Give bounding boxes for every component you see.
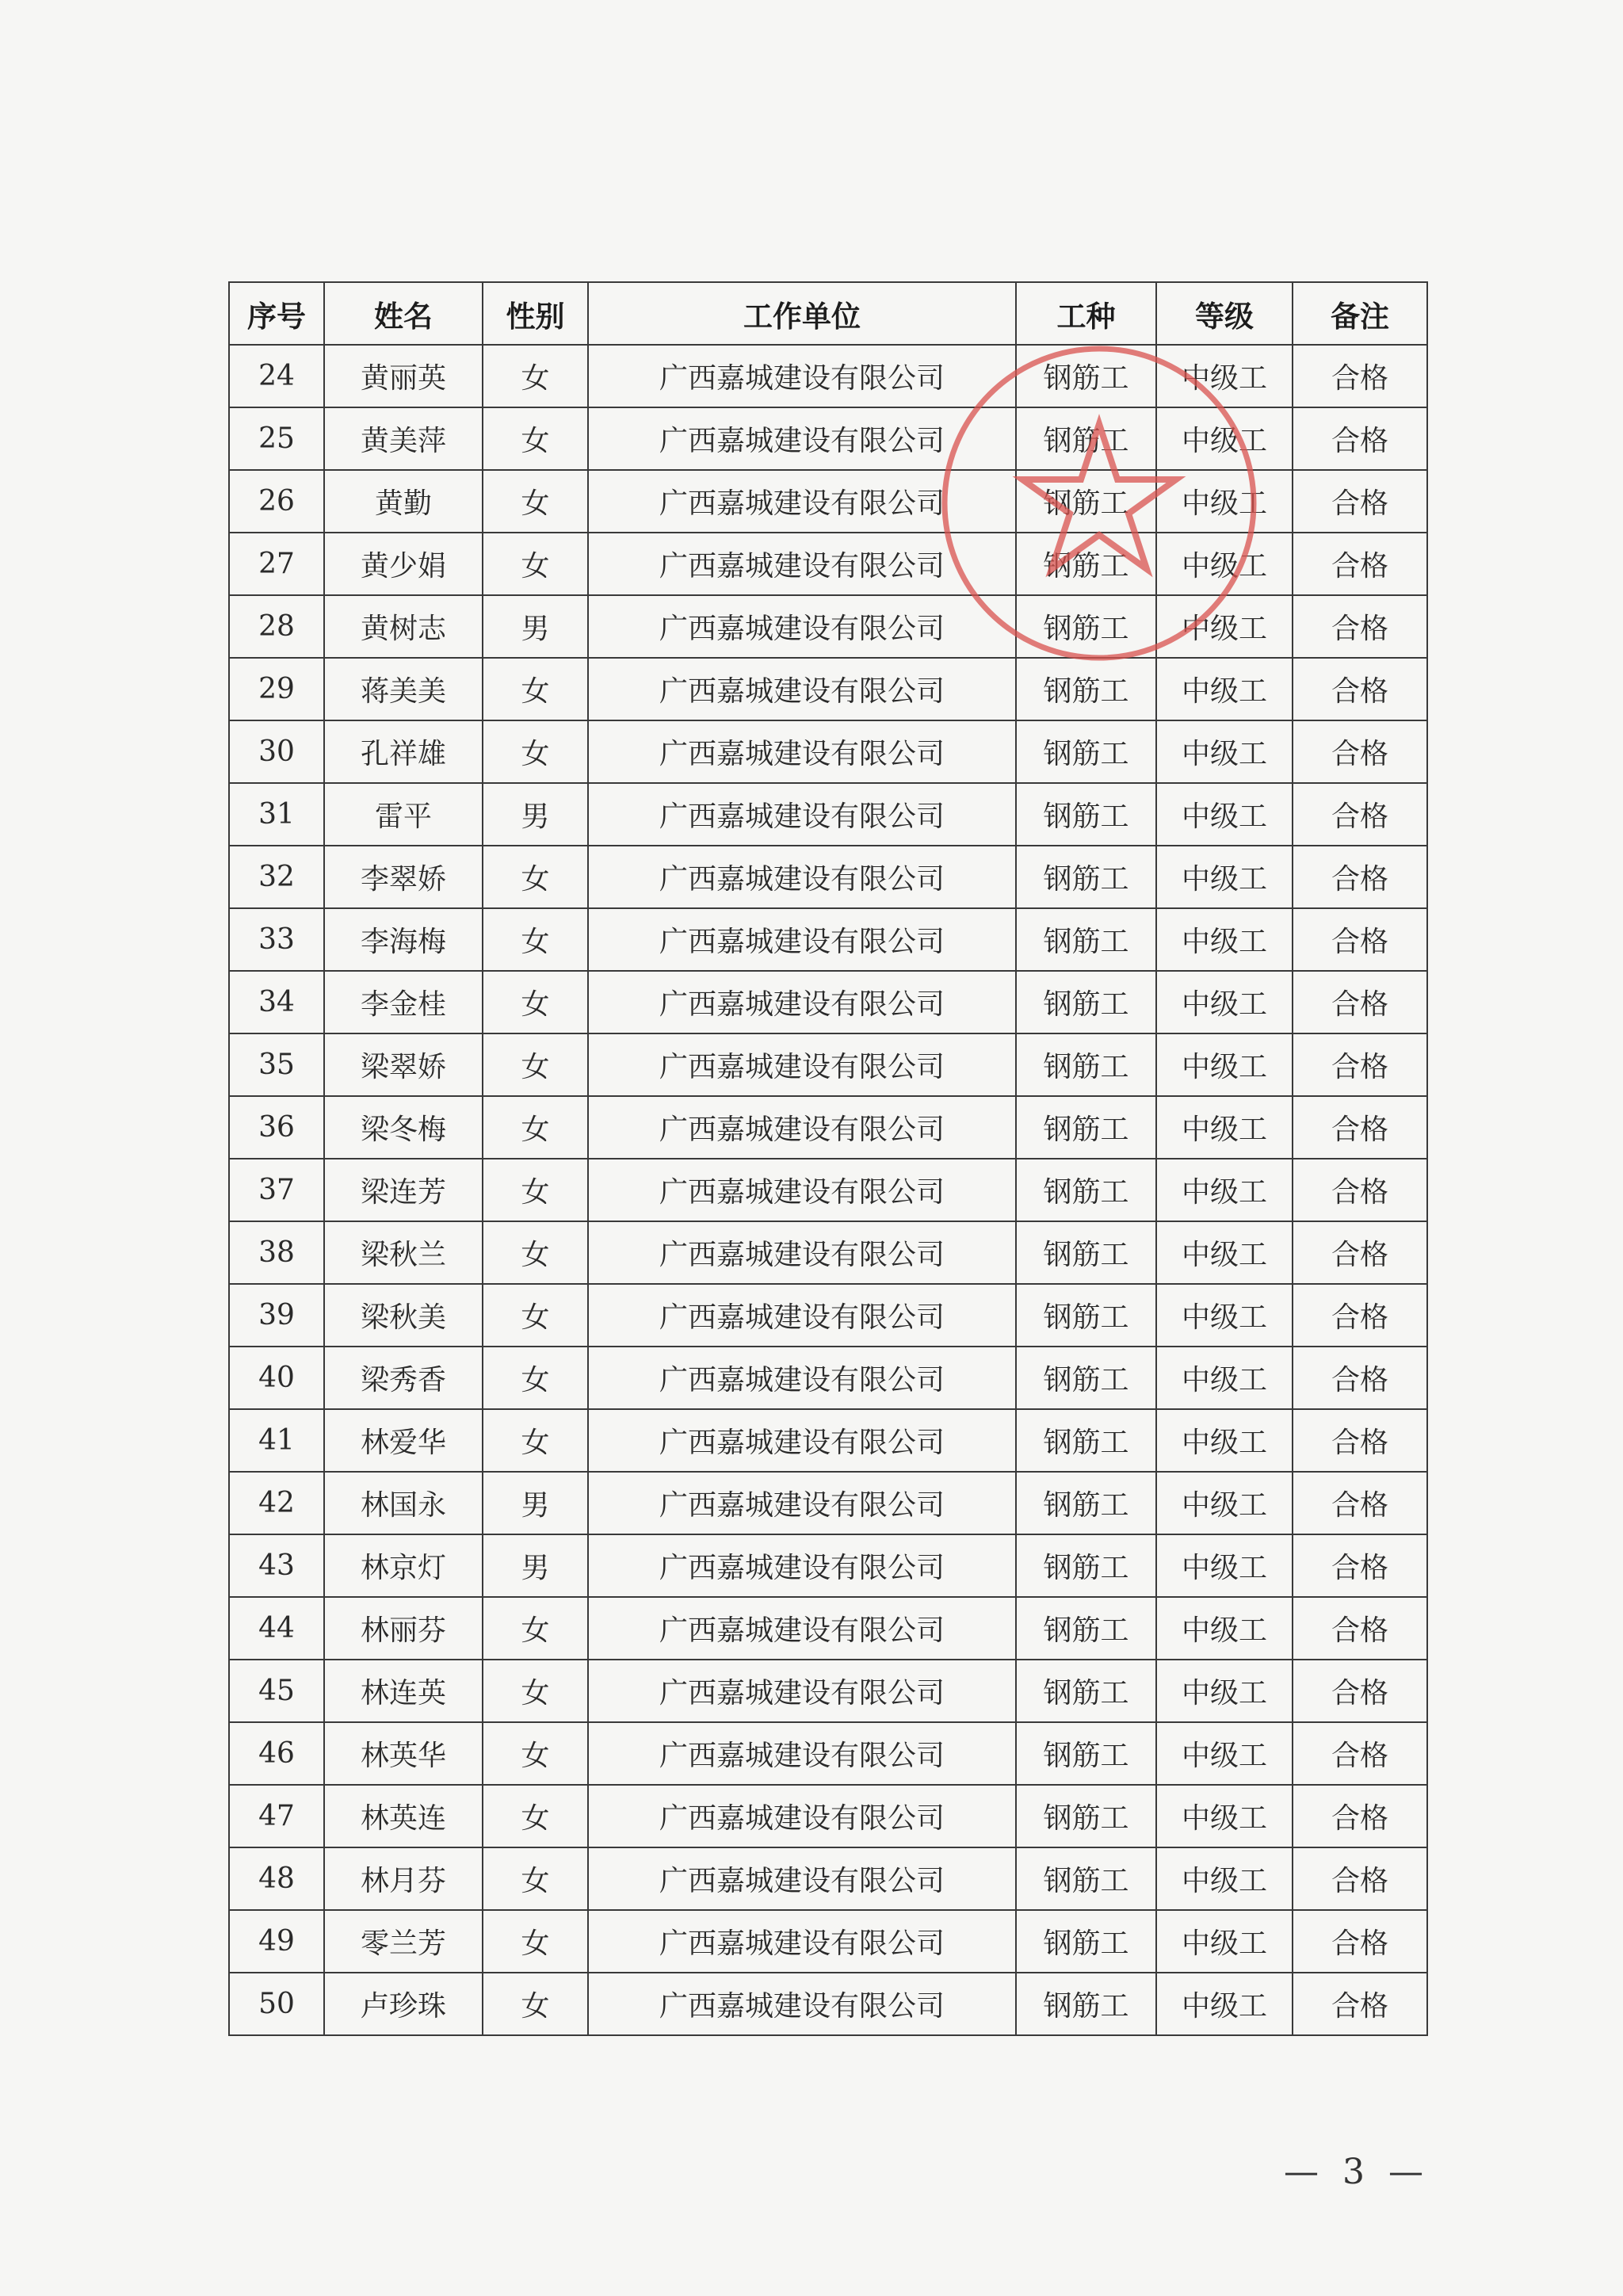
grade-cell: 中级工	[1156, 1284, 1293, 1347]
gender-cell: 女	[483, 1221, 588, 1284]
remark-cell: 合格	[1293, 908, 1427, 971]
remark-cell: 合格	[1293, 345, 1427, 407]
grade-cell: 中级工	[1156, 1847, 1293, 1910]
employer-cell: 广西嘉城建设有限公司	[588, 1221, 1016, 1284]
employer-cell: 广西嘉城建设有限公司	[588, 658, 1016, 720]
remark-cell: 合格	[1293, 783, 1427, 846]
name-cell: 林英华	[324, 1722, 483, 1785]
gender-cell: 女	[483, 1159, 588, 1221]
serial-number-cell: 38	[229, 1221, 324, 1284]
gender-cell: 女	[483, 1660, 588, 1722]
table-row	[229, 908, 1427, 971]
table-row	[229, 1597, 1427, 1660]
grade-cell: 中级工	[1156, 595, 1293, 658]
table-row	[229, 1409, 1427, 1472]
gender-cell: 女	[483, 1597, 588, 1660]
trade-cell: 钢筋工	[1016, 407, 1156, 470]
header-cell: 工作单位	[588, 282, 1016, 345]
table-row	[229, 1534, 1427, 1597]
remark-cell: 合格	[1293, 971, 1427, 1033]
trade-cell: 钢筋工	[1016, 533, 1156, 595]
grade-cell: 中级工	[1156, 1973, 1293, 2035]
gender-cell: 女	[483, 846, 588, 908]
trade-cell: 钢筋工	[1016, 720, 1156, 783]
grade-cell: 中级工	[1156, 1472, 1293, 1534]
employer-cell: 广西嘉城建设有限公司	[588, 1660, 1016, 1722]
grade-cell: 中级工	[1156, 1347, 1293, 1409]
trade-cell: 钢筋工	[1016, 470, 1156, 533]
header-cell: 姓名	[324, 282, 483, 345]
employer-cell: 广西嘉城建设有限公司	[588, 1785, 1016, 1847]
serial-number-cell: 33	[229, 908, 324, 971]
employer-cell: 广西嘉城建设有限公司	[588, 407, 1016, 470]
serial-number-cell: 28	[229, 595, 324, 658]
name-cell: 黄树志	[324, 595, 483, 658]
trade-cell: 钢筋工	[1016, 1910, 1156, 1973]
serial-number-cell: 39	[229, 1284, 324, 1347]
gender-cell: 女	[483, 533, 588, 595]
table-row	[229, 783, 1427, 846]
gender-cell: 女	[483, 1973, 588, 2035]
remark-cell: 合格	[1293, 533, 1427, 595]
gender-cell: 女	[483, 1284, 588, 1347]
grade-cell: 中级工	[1156, 1660, 1293, 1722]
employer-cell: 广西嘉城建设有限公司	[588, 1159, 1016, 1221]
grade-cell: 中级工	[1156, 846, 1293, 908]
name-cell: 梁翠娇	[324, 1033, 483, 1096]
serial-number-cell: 32	[229, 846, 324, 908]
remark-cell: 合格	[1293, 470, 1427, 533]
remark-cell: 合格	[1293, 1284, 1427, 1347]
trade-cell: 钢筋工	[1016, 1033, 1156, 1096]
gender-cell: 男	[483, 783, 588, 846]
table-row	[229, 658, 1427, 720]
employer-cell: 广西嘉城建设有限公司	[588, 1284, 1016, 1347]
employer-cell: 广西嘉城建设有限公司	[588, 1973, 1016, 2035]
gender-cell: 女	[483, 1347, 588, 1409]
gender-cell: 男	[483, 595, 588, 658]
trade-cell: 钢筋工	[1016, 1472, 1156, 1534]
serial-number-cell: 40	[229, 1347, 324, 1409]
trade-cell: 钢筋工	[1016, 595, 1156, 658]
name-cell: 蒋美美	[324, 658, 483, 720]
serial-number-cell: 41	[229, 1409, 324, 1472]
gender-cell: 女	[483, 1785, 588, 1847]
gender-cell: 女	[483, 1910, 588, 1973]
serial-number-cell: 44	[229, 1597, 324, 1660]
grade-cell: 中级工	[1156, 1096, 1293, 1159]
serial-number-cell: 49	[229, 1910, 324, 1973]
grade-cell: 中级工	[1156, 407, 1293, 470]
table-row	[229, 971, 1427, 1033]
employer-cell: 广西嘉城建设有限公司	[588, 1722, 1016, 1785]
serial-number-cell: 31	[229, 783, 324, 846]
employer-cell: 广西嘉城建设有限公司	[588, 1096, 1016, 1159]
remark-cell: 合格	[1293, 1597, 1427, 1660]
name-cell: 林京灯	[324, 1534, 483, 1597]
remark-cell: 合格	[1293, 1847, 1427, 1910]
grade-cell: 中级工	[1156, 1409, 1293, 1472]
employer-cell: 广西嘉城建设有限公司	[588, 720, 1016, 783]
table-row	[229, 1722, 1427, 1785]
serial-number-cell: 26	[229, 470, 324, 533]
table-row	[229, 1221, 1427, 1284]
name-cell: 卢珍珠	[324, 1973, 483, 2035]
remark-cell: 合格	[1293, 1785, 1427, 1847]
grade-cell: 中级工	[1156, 720, 1293, 783]
employer-cell: 广西嘉城建设有限公司	[588, 1534, 1016, 1597]
trade-cell: 钢筋工	[1016, 846, 1156, 908]
serial-number-cell: 50	[229, 1973, 324, 2035]
trade-cell: 钢筋工	[1016, 1284, 1156, 1347]
grade-cell: 中级工	[1156, 470, 1293, 533]
gender-cell: 女	[483, 971, 588, 1033]
grade-cell: 中级工	[1156, 971, 1293, 1033]
table-row	[229, 407, 1427, 470]
table-row	[229, 345, 1427, 407]
employer-cell: 广西嘉城建设有限公司	[588, 1033, 1016, 1096]
remark-cell: 合格	[1293, 1221, 1427, 1284]
employer-cell: 广西嘉城建设有限公司	[588, 908, 1016, 971]
table-row	[229, 1159, 1427, 1221]
grade-cell: 中级工	[1156, 1910, 1293, 1973]
employer-cell: 广西嘉城建设有限公司	[588, 1910, 1016, 1973]
table-row	[229, 533, 1427, 595]
gender-cell: 男	[483, 1534, 588, 1597]
serial-number-cell: 37	[229, 1159, 324, 1221]
name-cell: 李翠娇	[324, 846, 483, 908]
serial-number-cell: 25	[229, 407, 324, 470]
trade-cell: 钢筋工	[1016, 658, 1156, 720]
gender-cell: 女	[483, 720, 588, 783]
trade-cell: 钢筋工	[1016, 908, 1156, 971]
grade-cell: 中级工	[1156, 908, 1293, 971]
remark-cell: 合格	[1293, 407, 1427, 470]
name-cell: 黄美萍	[324, 407, 483, 470]
remark-cell: 合格	[1293, 1033, 1427, 1096]
grade-cell: 中级工	[1156, 658, 1293, 720]
table-header-row	[229, 282, 1427, 345]
name-cell: 雷平	[324, 783, 483, 846]
serial-number-cell: 46	[229, 1722, 324, 1785]
table-row	[229, 1284, 1427, 1347]
employer-cell: 广西嘉城建设有限公司	[588, 345, 1016, 407]
trade-cell: 钢筋工	[1016, 1973, 1156, 2035]
serial-number-cell: 30	[229, 720, 324, 783]
name-cell: 林月芬	[324, 1847, 483, 1910]
name-cell: 孔祥雄	[324, 720, 483, 783]
grade-cell: 中级工	[1156, 345, 1293, 407]
name-cell: 黄勤	[324, 470, 483, 533]
serial-number-cell: 27	[229, 533, 324, 595]
employer-cell: 广西嘉城建设有限公司	[588, 1597, 1016, 1660]
remark-cell: 合格	[1293, 658, 1427, 720]
trade-cell: 钢筋工	[1016, 1409, 1156, 1472]
employer-cell: 广西嘉城建设有限公司	[588, 971, 1016, 1033]
grade-cell: 中级工	[1156, 1534, 1293, 1597]
remark-cell: 合格	[1293, 1534, 1427, 1597]
serial-number-cell: 48	[229, 1847, 324, 1910]
table-row	[229, 846, 1427, 908]
remark-cell: 合格	[1293, 1472, 1427, 1534]
table-row	[229, 1973, 1427, 2035]
name-cell: 林爱华	[324, 1409, 483, 1472]
remark-cell: 合格	[1293, 846, 1427, 908]
name-cell: 黄丽英	[324, 345, 483, 407]
name-cell: 李金桂	[324, 971, 483, 1033]
gender-cell: 女	[483, 658, 588, 720]
header-cell: 性别	[483, 282, 588, 345]
gender-cell: 女	[483, 1409, 588, 1472]
name-cell: 林国永	[324, 1472, 483, 1534]
trade-cell: 钢筋工	[1016, 1847, 1156, 1910]
name-cell: 李海梅	[324, 908, 483, 971]
serial-number-cell: 29	[229, 658, 324, 720]
employer-cell: 广西嘉城建设有限公司	[588, 470, 1016, 533]
gender-cell: 女	[483, 1096, 588, 1159]
grade-cell: 中级工	[1156, 783, 1293, 846]
employer-cell: 广西嘉城建设有限公司	[588, 1409, 1016, 1472]
remark-cell: 合格	[1293, 1347, 1427, 1409]
header-cell: 等级	[1156, 282, 1293, 345]
serial-number-cell: 35	[229, 1033, 324, 1096]
employer-cell: 广西嘉城建设有限公司	[588, 1347, 1016, 1409]
trade-cell: 钢筋工	[1016, 1159, 1156, 1221]
trade-cell: 钢筋工	[1016, 1660, 1156, 1722]
trade-cell: 钢筋工	[1016, 1597, 1156, 1660]
gender-cell: 女	[483, 345, 588, 407]
employer-cell: 广西嘉城建设有限公司	[588, 846, 1016, 908]
employer-cell: 广西嘉城建设有限公司	[588, 533, 1016, 595]
table-row	[229, 1660, 1427, 1722]
roster-table	[228, 281, 1428, 2036]
name-cell: 林丽芬	[324, 1597, 483, 1660]
grade-cell: 中级工	[1156, 1785, 1293, 1847]
serial-number-cell: 36	[229, 1096, 324, 1159]
serial-number-cell: 43	[229, 1534, 324, 1597]
table-row	[229, 1347, 1427, 1409]
table-row	[229, 595, 1427, 658]
table-row	[229, 1847, 1427, 1910]
header-cell: 序号	[229, 282, 324, 345]
gender-cell: 女	[483, 1722, 588, 1785]
table-row	[229, 1033, 1427, 1096]
remark-cell: 合格	[1293, 720, 1427, 783]
table-row	[229, 1910, 1427, 1973]
trade-cell: 钢筋工	[1016, 783, 1156, 846]
serial-number-cell: 24	[229, 345, 324, 407]
trade-cell: 钢筋工	[1016, 971, 1156, 1033]
name-cell: 林英连	[324, 1785, 483, 1847]
table-row	[229, 1096, 1427, 1159]
name-cell: 梁秀香	[324, 1347, 483, 1409]
trade-cell: 钢筋工	[1016, 1722, 1156, 1785]
name-cell: 梁连芳	[324, 1159, 483, 1221]
employer-cell: 广西嘉城建设有限公司	[588, 1472, 1016, 1534]
serial-number-cell: 45	[229, 1660, 324, 1722]
grade-cell: 中级工	[1156, 1221, 1293, 1284]
gender-cell: 男	[483, 1472, 588, 1534]
table-row	[229, 1785, 1427, 1847]
name-cell: 梁秋兰	[324, 1221, 483, 1284]
trade-cell: 钢筋工	[1016, 1534, 1156, 1597]
remark-cell: 合格	[1293, 1096, 1427, 1159]
name-cell: 梁冬梅	[324, 1096, 483, 1159]
remark-cell: 合格	[1293, 1660, 1427, 1722]
header-cell: 备注	[1293, 282, 1427, 345]
name-cell: 林连英	[324, 1660, 483, 1722]
remark-cell: 合格	[1293, 1409, 1427, 1472]
grade-cell: 中级工	[1156, 533, 1293, 595]
gender-cell: 女	[483, 407, 588, 470]
employer-cell: 广西嘉城建设有限公司	[588, 1847, 1016, 1910]
table-row	[229, 470, 1427, 533]
trade-cell: 钢筋工	[1016, 345, 1156, 407]
trade-cell: 钢筋工	[1016, 1347, 1156, 1409]
employer-cell: 广西嘉城建设有限公司	[588, 595, 1016, 658]
trade-cell: 钢筋工	[1016, 1785, 1156, 1847]
name-cell: 梁秋美	[324, 1284, 483, 1347]
remark-cell: 合格	[1293, 1722, 1427, 1785]
table-row	[229, 1472, 1427, 1534]
remark-cell: 合格	[1293, 595, 1427, 658]
page-number: — 3 —	[1284, 2152, 1430, 2192]
grade-cell: 中级工	[1156, 1033, 1293, 1096]
table-body	[229, 345, 1427, 2035]
gender-cell: 女	[483, 1847, 588, 1910]
trade-cell: 钢筋工	[1016, 1096, 1156, 1159]
remark-cell: 合格	[1293, 1159, 1427, 1221]
employer-cell: 广西嘉城建设有限公司	[588, 783, 1016, 846]
serial-number-cell: 34	[229, 971, 324, 1033]
name-cell: 黄少娟	[324, 533, 483, 595]
table-row	[229, 720, 1427, 783]
name-cell: 零兰芳	[324, 1910, 483, 1973]
gender-cell: 女	[483, 908, 588, 971]
remark-cell: 合格	[1293, 1973, 1427, 2035]
grade-cell: 中级工	[1156, 1597, 1293, 1660]
remark-cell: 合格	[1293, 1910, 1427, 1973]
header-cell: 工种	[1016, 282, 1156, 345]
serial-number-cell: 47	[229, 1785, 324, 1847]
gender-cell: 女	[483, 1033, 588, 1096]
grade-cell: 中级工	[1156, 1722, 1293, 1785]
gender-cell: 女	[483, 470, 588, 533]
serial-number-cell: 42	[229, 1472, 324, 1534]
trade-cell: 钢筋工	[1016, 1221, 1156, 1284]
grade-cell: 中级工	[1156, 1159, 1293, 1221]
